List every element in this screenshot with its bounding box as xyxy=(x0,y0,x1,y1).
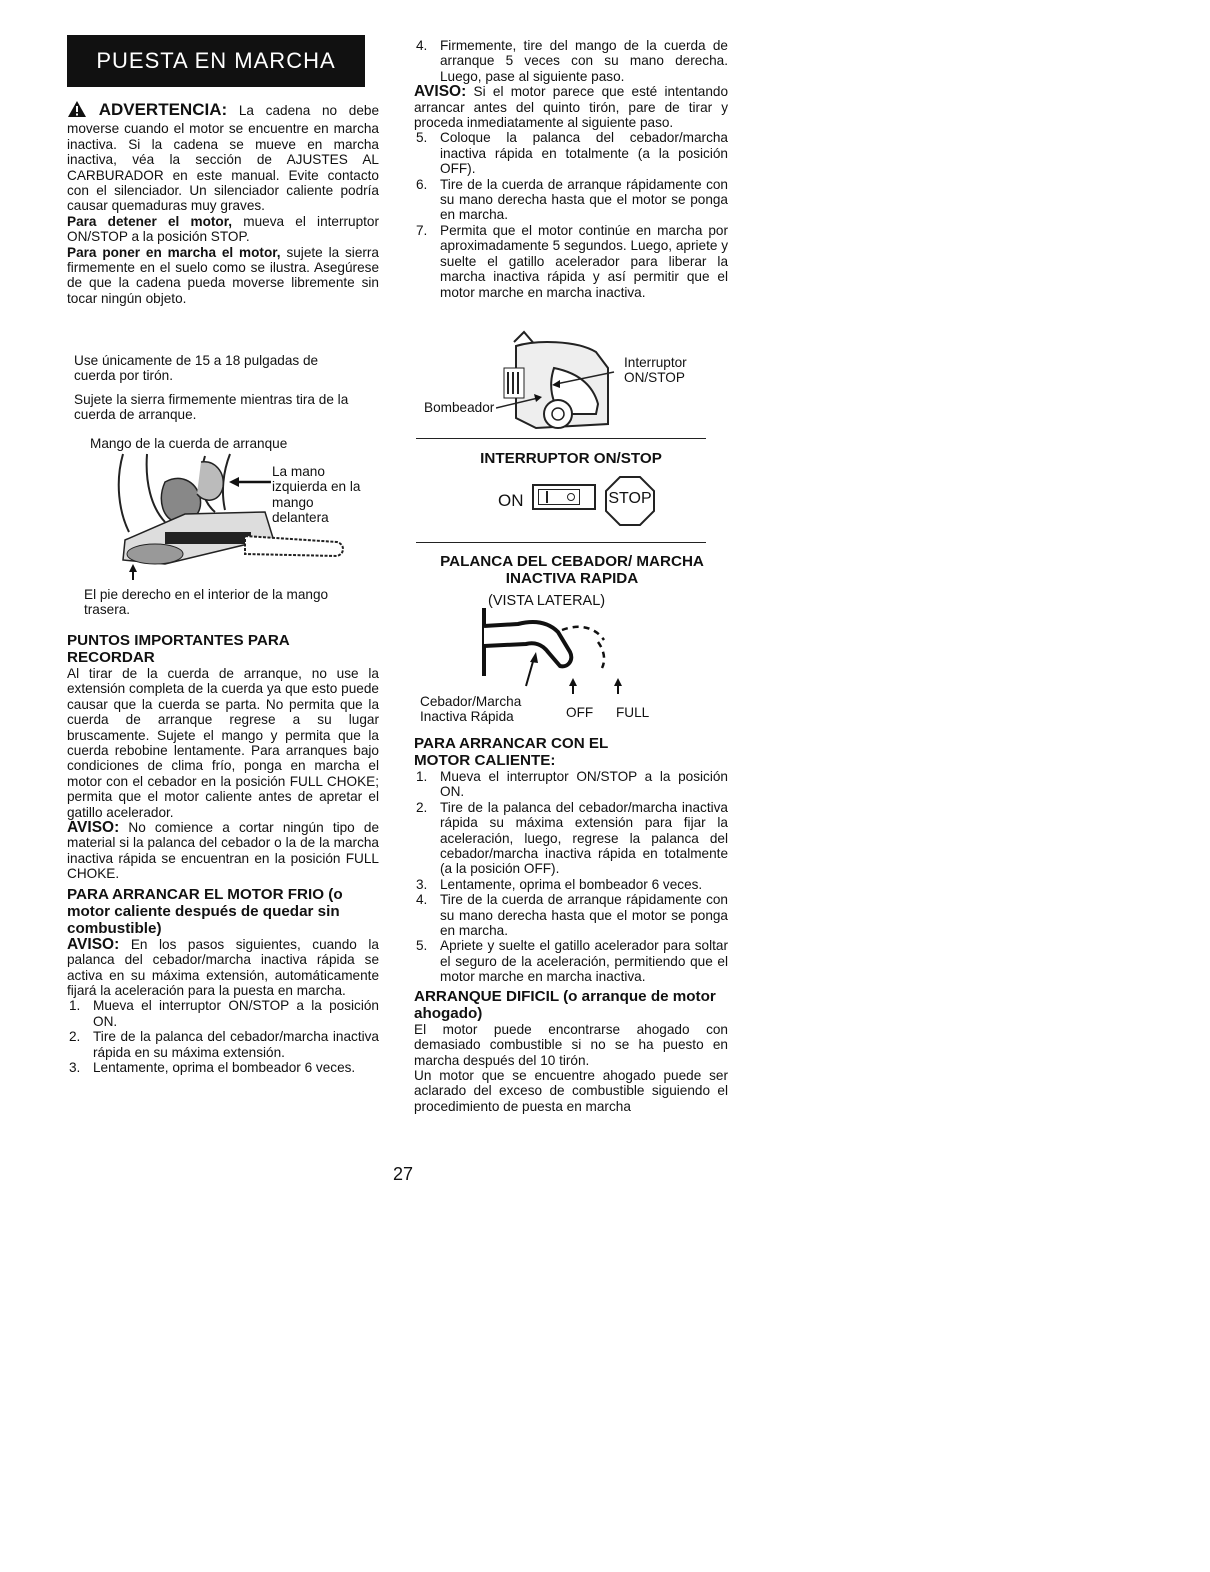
stop-paragraph: Para detener el motor, mueva el interruptor ON/STOP a la posición STOP. xyxy=(67,213,379,245)
list-item: 1. Mueva el interruptor ON/STOP a la posición ON. xyxy=(69,998,379,1029)
fig2-label-primer: Bombeador xyxy=(424,400,495,415)
list-item: 6. Tire de la cuerda de arranque rápidamente con su mano derecha hasta que el motor se ponga en marcha. xyxy=(416,176,728,223)
divider xyxy=(416,438,706,439)
stop-sign-icon xyxy=(604,475,656,527)
chainsaw-start-illustration xyxy=(105,452,350,584)
fig1-label-left-hand: La mano izquierda en la mango delantera xyxy=(272,464,361,526)
fig1-note1: Use únicamente de 15 a 18 pulgadas de cuerda por tirón. xyxy=(74,353,319,384)
list-item: 1. Mueva el interruptor ON/STOP a la posición ON. xyxy=(416,769,728,800)
switch-icon xyxy=(532,484,596,510)
fig1-note2: Sujete la sierra firmemente mientras tira de la cuerda de arranque. xyxy=(74,392,349,423)
aviso2-paragraph: AVISO: En los pasos siguientes, cuando la palanca del cebador/marcha inactiva rápida se activa en su máxima extensión, automáticamente fijará la aceleración para la puesta en marcha. xyxy=(67,935,379,998)
list-item: 5. Apriete y suelte el gatillo acelerador para soltar el seguro de la aceleración, permitiendo que el motor marche en marcha inactiva. xyxy=(416,938,728,985)
important-text: Al tirar de la cuerda de arranque, no use la extensión completa de la cuerda ya que esto puede causar que la cuerda se parta. No permita que la cuerda de arranque regrese a su lugar bruscamente. Sujete el mango y permita que la cuerda rebobine lentamente. Para arranques bajo condiciones de clima frío, ponga en marcha el motor con el cebador en la posición FULL CHOKE; permita que el motor caliente antes de apretar el gatillo acelerador. xyxy=(67,666,379,820)
list-item: 3. Lentamente, oprima el bombeador 6 veces. xyxy=(69,1059,356,1075)
cold-steps-list-left xyxy=(67,998,379,1075)
warning-text: La cadena no debe moverse cuando el motor se encuentre en marcha inactiva. Si la cadena se mueve en marcha inactiva, véa la sección de AJUSTES AL CARBURADOR en este manual. Evite contacto con el silenciador. Un silenciador caliente podría causar quemaduras muy graves. xyxy=(67,103,380,214)
list-item: 4. Firmemente, tire del mango de la cuerda de arranque 5 veces con su mano derecha. Luego, pase al siguiente paso. xyxy=(416,38,728,84)
start-paragraph: Para poner en marcha el motor, sujete la sierra firmemente en el suelo como se ilustra. Asegúrese de que la cadena pueda moverse libremente sin tocar ningún objeto. xyxy=(67,244,379,306)
list-item: 5. Coloque la palanca del cebador/marcha inactiva rápida en totalmente (a la posición OFF). xyxy=(416,130,728,177)
left-column-top xyxy=(67,100,379,306)
warm-steps-list xyxy=(414,769,728,985)
aviso1-paragraph: AVISO: No comience a cortar ningún tipo de material si la palanca del cebador o la de la marcha inactiva rápida se encuentran en la posición FULL CHOKE. xyxy=(67,819,379,882)
list-item: 2. Tire de la palanca del cebador/marcha inactiva rápida su máxima extensión para fijar la aceleración, luego, regrese la palanca del cebador/marcha inactiva rápida en totalmente (a la posición OFF). xyxy=(416,799,728,877)
fig2-label-switch: Interruptor ON/STOP xyxy=(624,355,687,386)
list-item: 4. Tire de la cuerda de arranque rápidamente con su mano derecha hasta que el motor se ponga en marcha. xyxy=(416,892,728,939)
warning-paragraph xyxy=(67,100,379,214)
flood-text-2: Un motor que se encuentre ahogado puede ser aclarado del exceso de combustible siguiendo el procedimiento de puesta en marcha xyxy=(414,1067,728,1114)
section-banner: PUESTA EN MARCHA xyxy=(67,35,365,87)
switch-stop-label: STOP xyxy=(608,490,652,507)
choke-label: Cebador/Marcha Inactiva Rápida xyxy=(420,694,522,725)
flood-heading: ARRANQUE DIFICIL (o arranque de motor ahogado) xyxy=(414,987,716,1022)
right-column-top xyxy=(414,38,728,300)
list-item: 7. Permita que el motor continúe en marcha por aproximadamente 5 segundos. Luego, apriete y suelte el gatillo acelerador para liberar la marcha inactiva rápida y así permitir que el motor marche en marcha inactiva. xyxy=(416,222,728,300)
list-item: 2. Tire de la palanca del cebador/marcha inactiva rápida en su máxima extensión. xyxy=(69,1029,379,1060)
cold-start-heading: PARA ARRANCAR EL MOTOR FRIO (o motor caliente después de quedar sin combustible) xyxy=(67,885,343,937)
choke-subtitle: (VISTA LATERAL) xyxy=(488,593,606,609)
cold-steps-list-right xyxy=(414,38,728,84)
aviso3-paragraph: AVISO: Si el motor parece que esté intentando arrancar antes del quinto tirón, pare de tirar y proceda inmediatamente al siguiente paso. xyxy=(414,83,729,131)
switch-on-label: ON xyxy=(498,491,524,510)
divider xyxy=(416,542,706,543)
choke-heading: PALANCA DEL CEBADOR/ MARCHA INACTIVA RAPIDA xyxy=(440,553,704,587)
warm-start-heading: PARA ARRANCAR CON EL MOTOR CALIENTE: xyxy=(414,735,609,769)
right-column-bottom xyxy=(414,735,728,1114)
page-number: 27 xyxy=(393,1164,414,1184)
fig1-label-foot: El pie derecho en el interior de la mango trasera. xyxy=(84,587,329,618)
flood-text-1: El motor puede encontrarse ahogado con demasiado combustible si no se ha puesto en marcha después del 10 tirón. xyxy=(414,1021,728,1068)
switch-heading: INTERRUPTOR ON/STOP xyxy=(480,450,662,467)
choke-full-label: FULL xyxy=(616,705,650,720)
choke-lever-illustration xyxy=(478,596,638,694)
warning-icon xyxy=(67,100,87,121)
fig1-label-handle: Mango de la cuerda de arranque xyxy=(90,436,288,451)
left-column-bottom xyxy=(67,632,379,1075)
cold-steps-list-right-2 xyxy=(414,130,728,299)
important-heading: PUNTOS IMPORTANTES PARA RECORDAR xyxy=(67,632,290,666)
warning-title: ADVERTENCIA: xyxy=(98,100,228,119)
saw-switch-illustration xyxy=(496,328,622,436)
list-item: 3. Lentamente, oprima el bombeador 6 veces. xyxy=(416,876,703,892)
choke-off-label: OFF xyxy=(566,705,594,720)
